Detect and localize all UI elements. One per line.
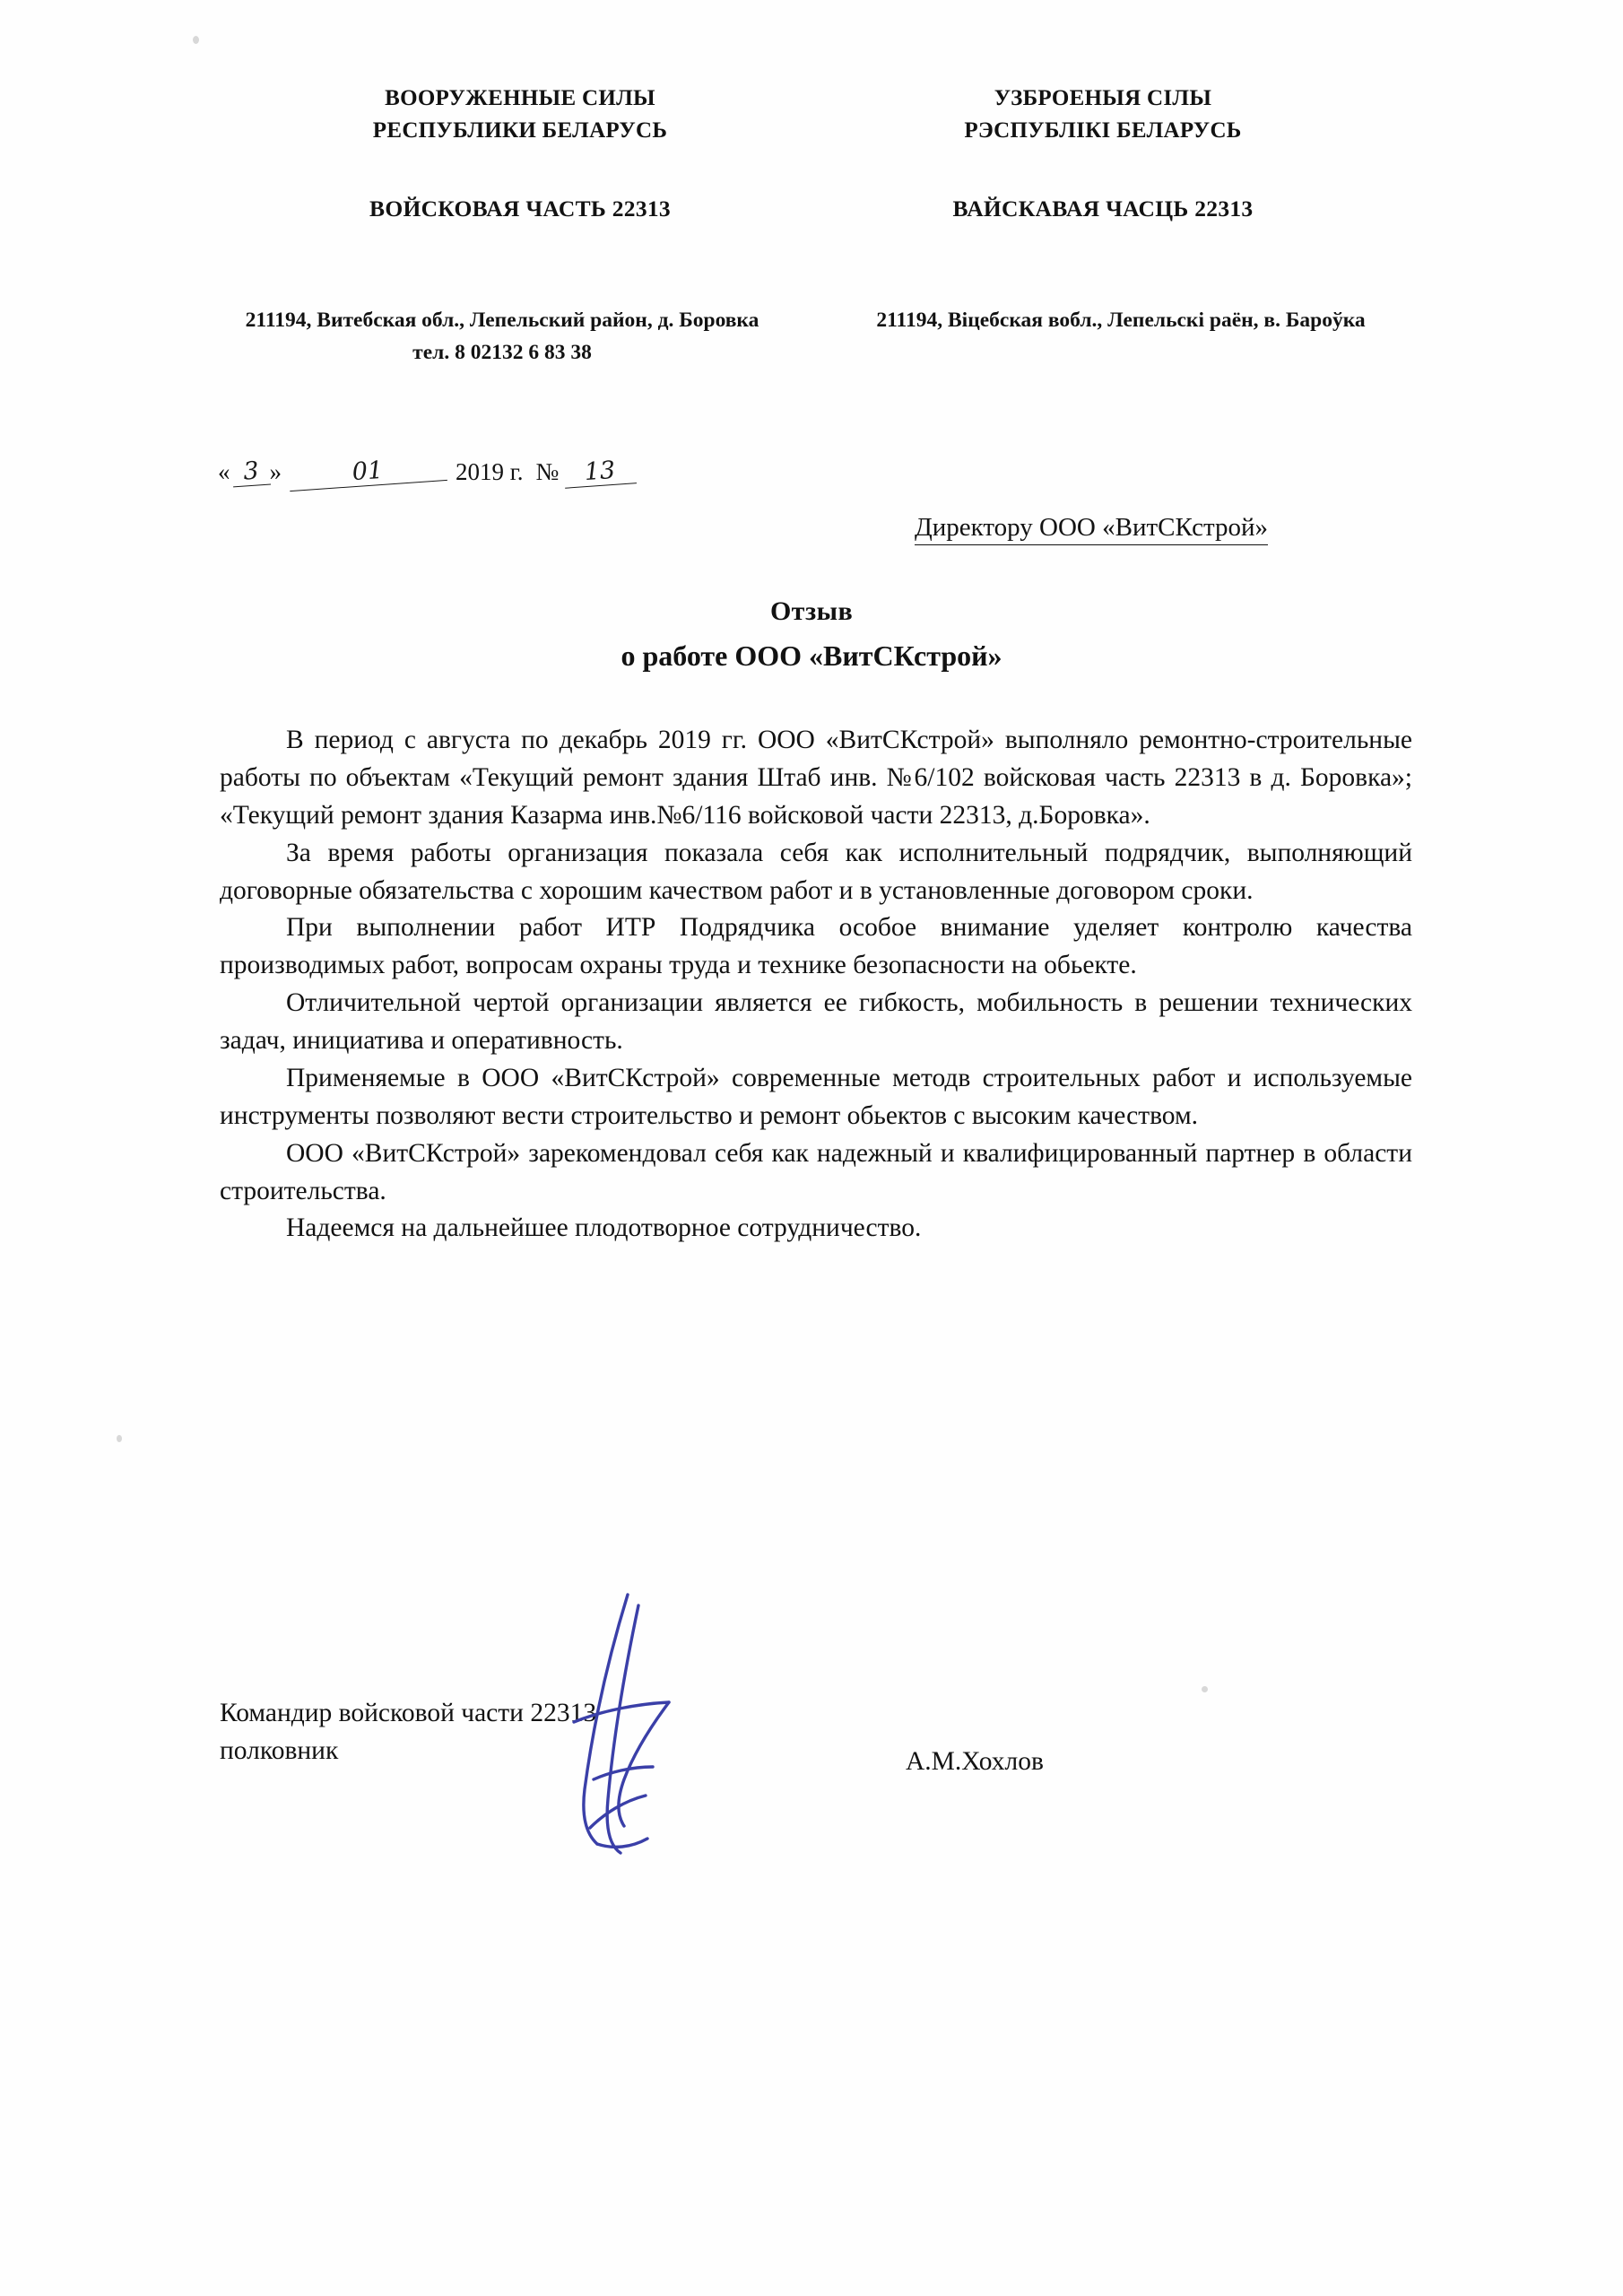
dateline-number-label: № — [535, 458, 560, 485]
body-paragraph: В период с августа по декабрь 2019 гг. ООО «ВитСКстрой» выполняло ремонтно-строительные работы по объектам «Текущий ремонт здания Штаб инв. №6/102 войсковая часть 22313 в д. Боровка»; «Текущий ремонт здания Казарма инв.№6/116 войсковой части 22313, д.Боровка». — [220, 726, 1412, 830]
dateline — [218, 457, 636, 486]
document-body — [220, 722, 1412, 1248]
signer-name: А.М.Хохлов — [906, 1747, 1044, 1776]
title-line-1: Отзыв — [769, 596, 854, 626]
body-paragraph: За время работы организация показала себя как исполнительный подрядчик, выполняющий договорные обязательства с хорошим качеством работ и в установленные договором сроки. — [220, 838, 1412, 905]
letterhead-belarusian — [807, 83, 1381, 225]
body-paragraph: Применяемые в ООО «ВитСКстрой» современные методв строительных работ и используемые инструменты позволяют вести строительство и ремонт обьектов с высоким качеством. — [220, 1063, 1412, 1130]
scan-speck — [1202, 1686, 1208, 1692]
signature-block — [220, 1695, 1412, 1770]
address-ru-text: 211194, Витебская обл., Лепельский район, д. Боровка — [245, 309, 759, 332]
letterhead-by-line1: УЗБРОЕНЫЯ СІЛЫ — [994, 86, 1212, 110]
dateline-day: 3 — [230, 457, 270, 488]
document-title — [0, 596, 1623, 673]
scan-speck — [117, 1435, 122, 1442]
title-line-2: о работе ООО «ВитСКстрой» — [621, 639, 1002, 672]
body-paragraph: При выполнении работ ИТР Подрядчика особое внимание уделяет контролю качества производимых работ, вопросам охраны труда и технике безопасности на обьекте. — [220, 913, 1412, 980]
letterhead-ru-line1: ВООРУЖЕННЫЕ СИЛЫ — [385, 86, 655, 110]
dateline-quote-open: « — [218, 458, 230, 485]
letterhead-by-unit: ВАЙСКАВАЯ ЧАСЦЬ 22313 — [952, 196, 1254, 222]
body-paragraph: Отличительной чертой организации является ее гибкость, мобильность в решении технических задач, инициатива и оперативность. — [220, 988, 1412, 1055]
dateline-quote-close: » — [269, 458, 282, 485]
phone-number: тел. 8 02132 6 83 38 — [412, 340, 592, 364]
address-by-text: 211194, Віцебская вобл., Лепельскі раён, в. Бароўка — [876, 309, 1366, 332]
signer-position-line-1: Командир войсковой части 22313 — [220, 1699, 597, 1727]
dateline-year: 2019 г. — [456, 458, 524, 485]
address-belarusian — [807, 305, 1408, 369]
letterhead-ru-unit: ВОЙСКОВАЯ ЧАСТЬ 22313 — [369, 196, 671, 222]
letterhead-by-line2: РЭСПУБЛІКІ БЕЛАРУСЬ — [964, 117, 1242, 143]
signer-position — [220, 1695, 847, 1770]
addressee: Директору ООО «ВитСКстрой» — [915, 513, 1268, 545]
letterhead-ru-line2: РЕСПУБЛИКИ БЕЛАРУСЬ — [372, 117, 668, 143]
scan-speck — [193, 36, 199, 44]
dateline-month: 01 — [288, 452, 447, 491]
letterhead-russian — [242, 83, 807, 225]
address-block — [0, 305, 1623, 369]
address-russian — [215, 305, 807, 369]
body-paragraph: Надеемся на дальнейшее плодотворное сотрудничество. — [286, 1213, 922, 1243]
letterhead — [0, 83, 1623, 225]
dateline-number: 13 — [563, 455, 637, 489]
signer-position-line-2: полковник — [220, 1735, 339, 1765]
body-paragraph: ООО «ВитСКстрой» зарекомендовал себя как надежный и квалифицированный партнер в области строительства. — [220, 1138, 1412, 1205]
